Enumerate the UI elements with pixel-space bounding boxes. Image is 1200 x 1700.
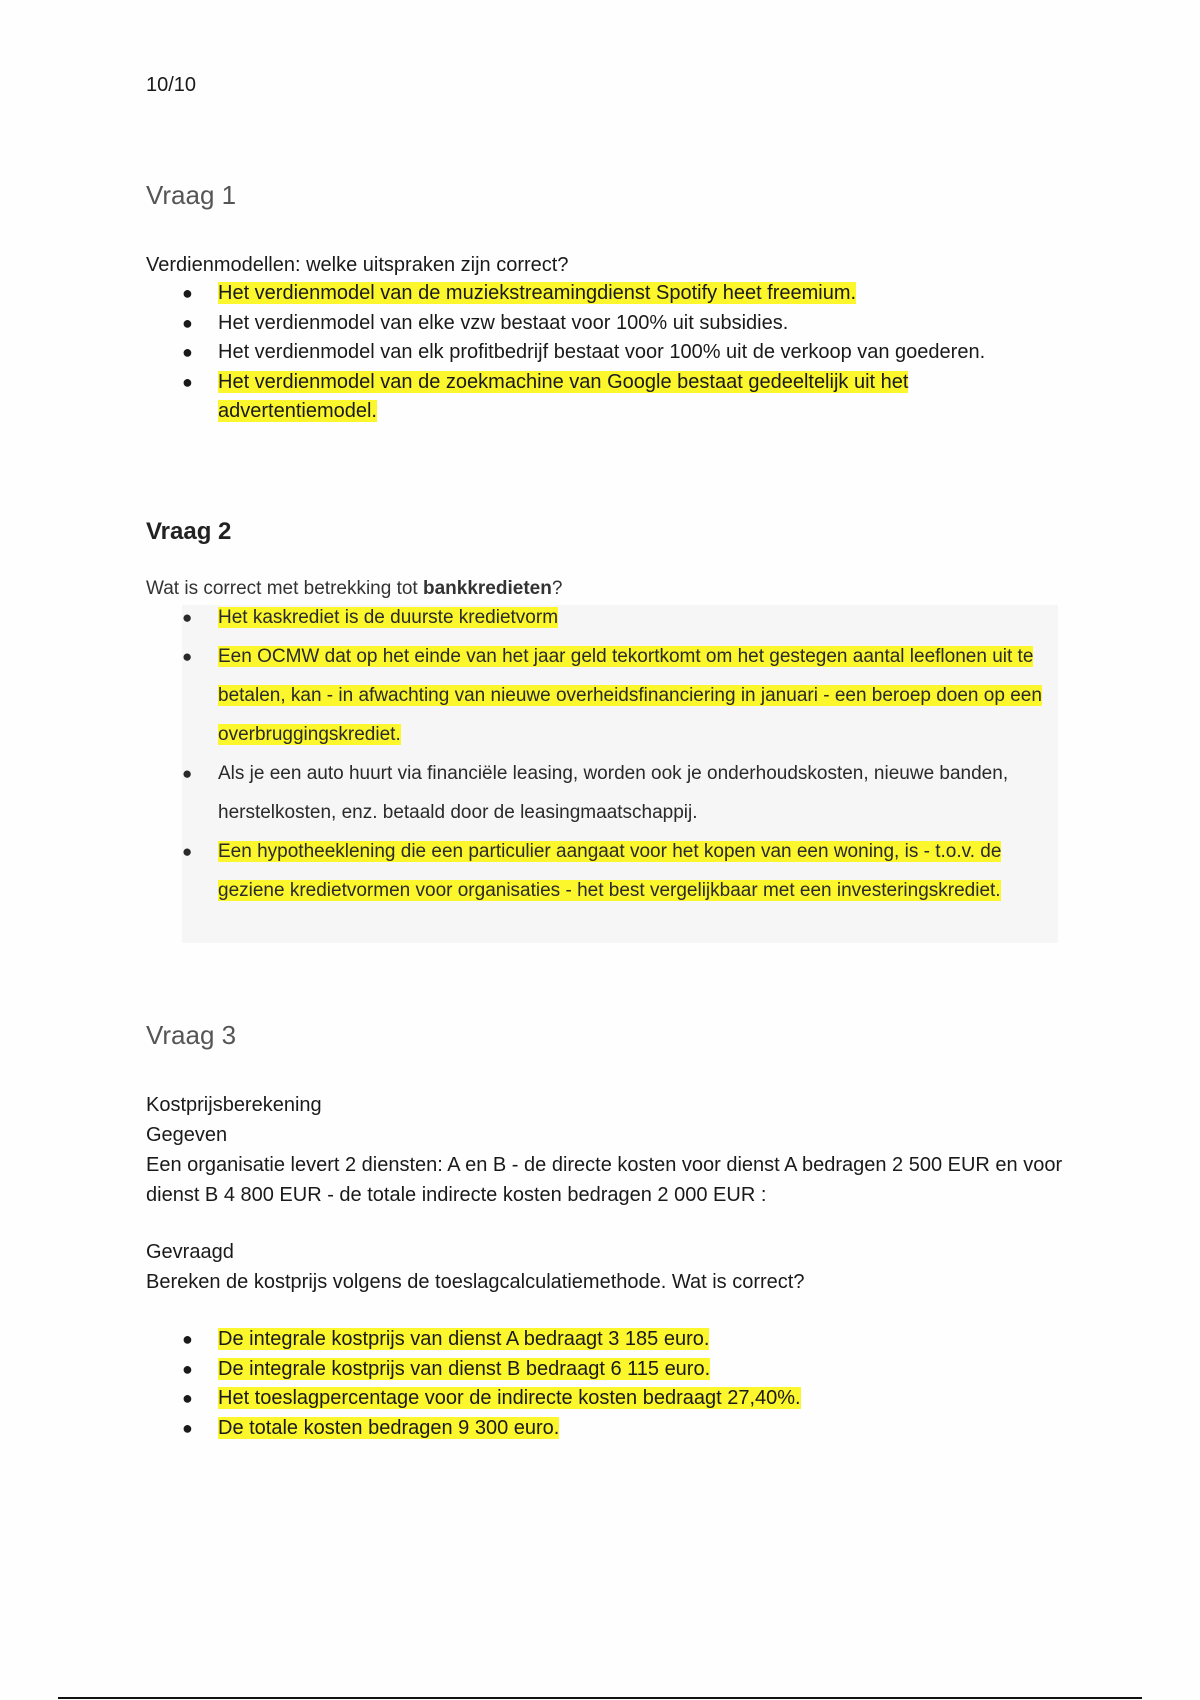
answer-text: Als je een auto huurt via financiële leasing, worden ook je onderhoudskosten, nieuwe banden, herstelkosten, enz. betaald door de leasingmaatschappij.	[218, 763, 1009, 823]
answer-text: Het verdienmodel van elke vzw bestaat voor 100% uit subsidies.	[218, 311, 789, 334]
question-3-heading: Vraag 3	[146, 1020, 237, 1050]
question-1-heading: Vraag 1	[146, 180, 237, 210]
footer-divider	[58, 1697, 1142, 1699]
given-label: Gegeven	[146, 1124, 228, 1146]
answer-text: Het kaskrediet is de duurste kredietvorm	[218, 607, 559, 628]
answer-text: Een OCMW dat op het einde van het jaar geld tekortkomt om het gestegen aantal leeflonen uit te betalen, kan - in afwachting van nieuwe overheidsfinanciering in januari - een beroep doen op een overbruggingskrediet.	[218, 646, 1042, 745]
answer-item	[182, 338, 1062, 368]
answer-text: Het toeslagpercentage voor de indirecte kosten bedraagt 27,40%.	[218, 1387, 801, 1409]
question-3-given	[146, 1090, 1066, 1210]
answer-item	[182, 754, 1062, 832]
prompt-text: ?	[551, 578, 563, 599]
answer-text: Een hypotheeklening die een particulier aangaat voor het kopen van een woning, is - t.o.v. de geziene kredietvormen voor organisaties - het best vergelijkbaar met een investeringskrediet.	[218, 841, 1002, 901]
score: 10/10	[146, 74, 197, 96]
bullet-icon: ●	[182, 371, 193, 392]
answer-text: Het verdienmodel van elk profitbedrijf bestaat voor 100% uit de verkoop van goederen.	[218, 341, 986, 363]
answer-item	[182, 309, 1062, 339]
bullet-icon: ●	[182, 647, 193, 666]
bullet-icon: ●	[182, 764, 193, 783]
bullet-icon: ●	[182, 608, 193, 627]
question-2-answers	[182, 598, 1062, 910]
question-3-asked	[146, 1237, 1066, 1297]
question-1-answers	[182, 279, 1062, 427]
answer-item	[182, 1325, 1062, 1355]
answer-text: Het verdienmodel van de muziekstreamingdienst Spotify heet freemium.	[218, 282, 857, 304]
bullet-icon: ●	[182, 1329, 193, 1349]
bullet-icon: ●	[182, 1388, 193, 1408]
answer-item	[182, 637, 1062, 754]
answer-text: De integrale kostprijs van dienst A bedraagt 3 185 euro.	[218, 1328, 710, 1350]
question-2-heading: Vraag 2	[146, 518, 232, 545]
answer-item	[182, 1414, 1062, 1444]
question-1-prompt: Verdienmodellen: welke uitspraken zijn correct?	[146, 254, 569, 276]
bullet-icon: ●	[182, 842, 193, 861]
section-title: Kostprijsberekening	[146, 1094, 322, 1116]
answer-text: De totale kosten bedragen 9 300 euro.	[218, 1416, 560, 1439]
bullet-icon: ●	[182, 312, 193, 333]
answer-item	[182, 1355, 1062, 1385]
answer-text: Het verdienmodel van de zoekmachine van Google bestaat gedeeltelijk uit het advertentiemodel.	[218, 370, 909, 422]
asked-text: Bereken de kostprijs volgens de toeslagcalculatiemethode. Wat is correct?	[146, 1271, 805, 1293]
bullet-icon: ●	[182, 1358, 193, 1379]
answer-text: De integrale kostprijs van dienst B bedraagt 6 115 euro.	[218, 1357, 711, 1380]
answer-item	[182, 279, 1062, 309]
question-3-answers	[182, 1325, 1062, 1443]
asked-label: Gevraagd	[146, 1241, 234, 1263]
given-text: Een organisatie levert 2 diensten: A en B - de directe kosten voor dienst A bedragen 2 500 EUR en voor dienst B 4 800 EUR - de totale indirecte kosten bedragen 2 000 EUR :	[146, 1154, 1063, 1206]
bullet-icon: ●	[182, 1417, 193, 1438]
bullet-icon: ●	[182, 283, 193, 303]
answer-item	[182, 1384, 1062, 1414]
answer-item	[182, 368, 1062, 427]
prompt-text: Wat is correct met betrekking tot	[146, 578, 423, 599]
answer-item	[182, 598, 1062, 637]
answer-item	[182, 832, 1062, 910]
bullet-icon: ●	[182, 342, 193, 362]
prompt-keyword: bankkredieten	[423, 578, 552, 599]
